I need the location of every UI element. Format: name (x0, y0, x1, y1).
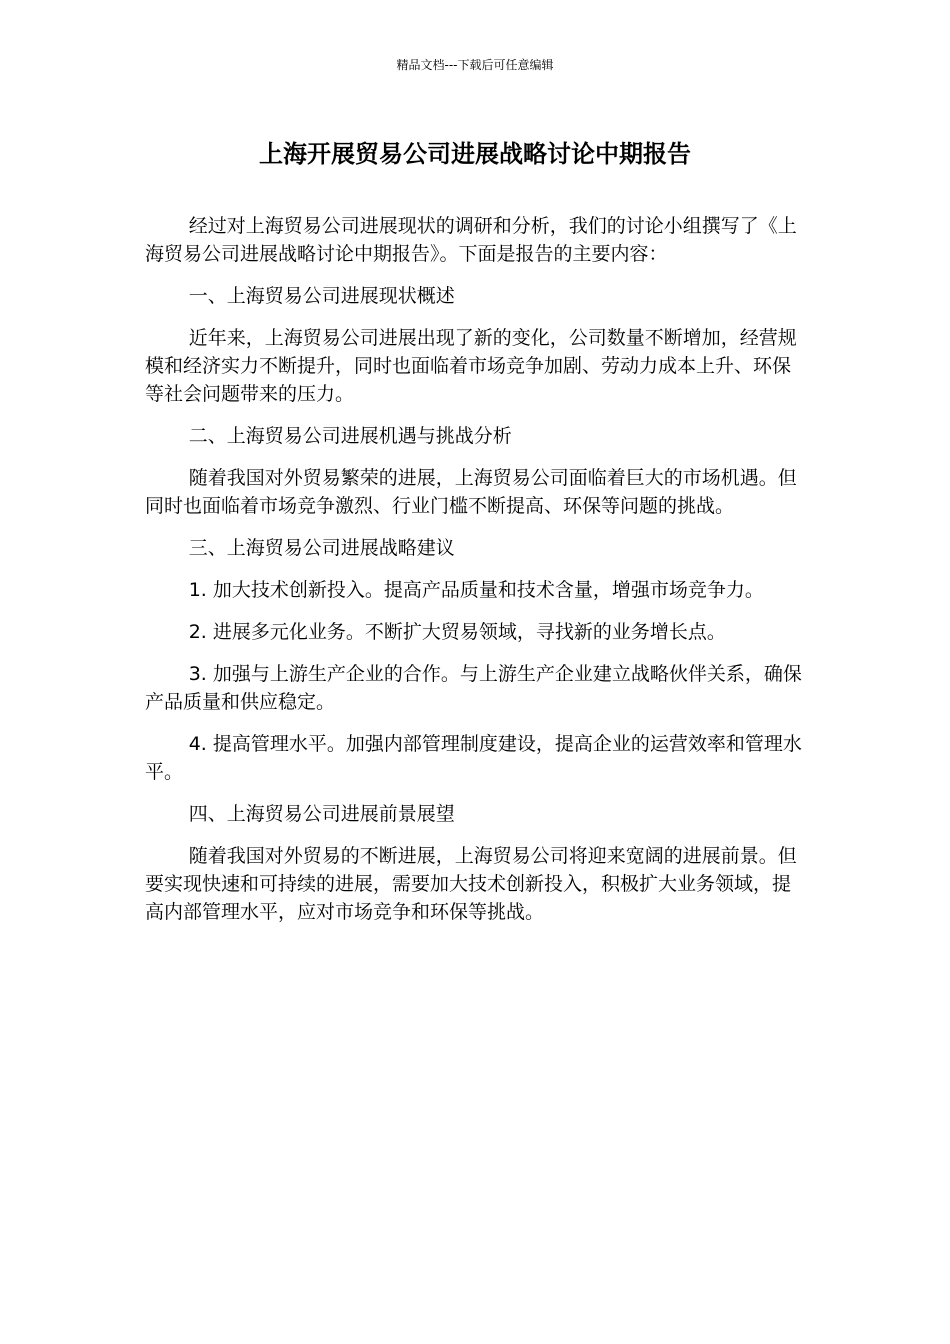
list-item-4: 4. 提高管理水平。加强内部管理制度建设，提高企业的运营效率和管理水平。 (145, 733, 802, 783)
page-header: 精品文档---下载后可任意编辑 (396, 58, 554, 72)
body-paragraph: 近年来，上海贸易公司进展出现了新的变化，公司数量不断增加，经营规模和经济实力不断提升，同时也面临着市场竞争加剧、劳动力成本上升、环保等社会问题带来的压力。 (145, 327, 797, 405)
intro-paragraph: 经过对上海贸易公司进展现状的调研和分析，我们的讨论小组撰写了《上海贸易公司进展战略讨论中期报告》。下面是报告的主要内容： (145, 215, 797, 265)
list-item-1: 1. 加大技术创新投入。提高产品质量和技术含量，增强市场竞争力。 (188, 579, 764, 601)
list-item-3: 3. 加强与上游生产企业的合作。与上游生产企业建立战略伙伴关系，确保产品质量和供应稳定。 (145, 663, 802, 713)
section-heading-1: 一、上海贸易公司进展现状概述 (188, 285, 455, 307)
body-paragraph: 随着我国对外贸易繁荣的进展，上海贸易公司面临着巨大的市场机遇。但同时也面临着市场竞争激烈、行业门槛不断提高、环保等问题的挑战。 (145, 467, 797, 517)
document-body (145, 212, 809, 940)
section-heading-4: 四、上海贸易公司进展前景展望 (188, 803, 455, 825)
document-title: 上海开展贸易公司进展战略讨论中期报告 (259, 140, 691, 168)
section-heading-3: 三、上海贸易公司进展战略建议 (188, 537, 455, 559)
list-item-2: 2. 进展多元化业务。不断扩大贸易领域，寻找新的业务增长点。 (188, 621, 726, 643)
body-paragraph: 随着我国对外贸易的不断进展，上海贸易公司将迎来宽阔的进展前景。但要实现快速和可持续的进展，需要加大技术创新投入，积极扩大业务领域，提高内部管理水平，应对市场竞争和环保等挑战。 (145, 845, 797, 923)
section-heading-2: 二、上海贸易公司进展机遇与挑战分析 (188, 425, 512, 447)
